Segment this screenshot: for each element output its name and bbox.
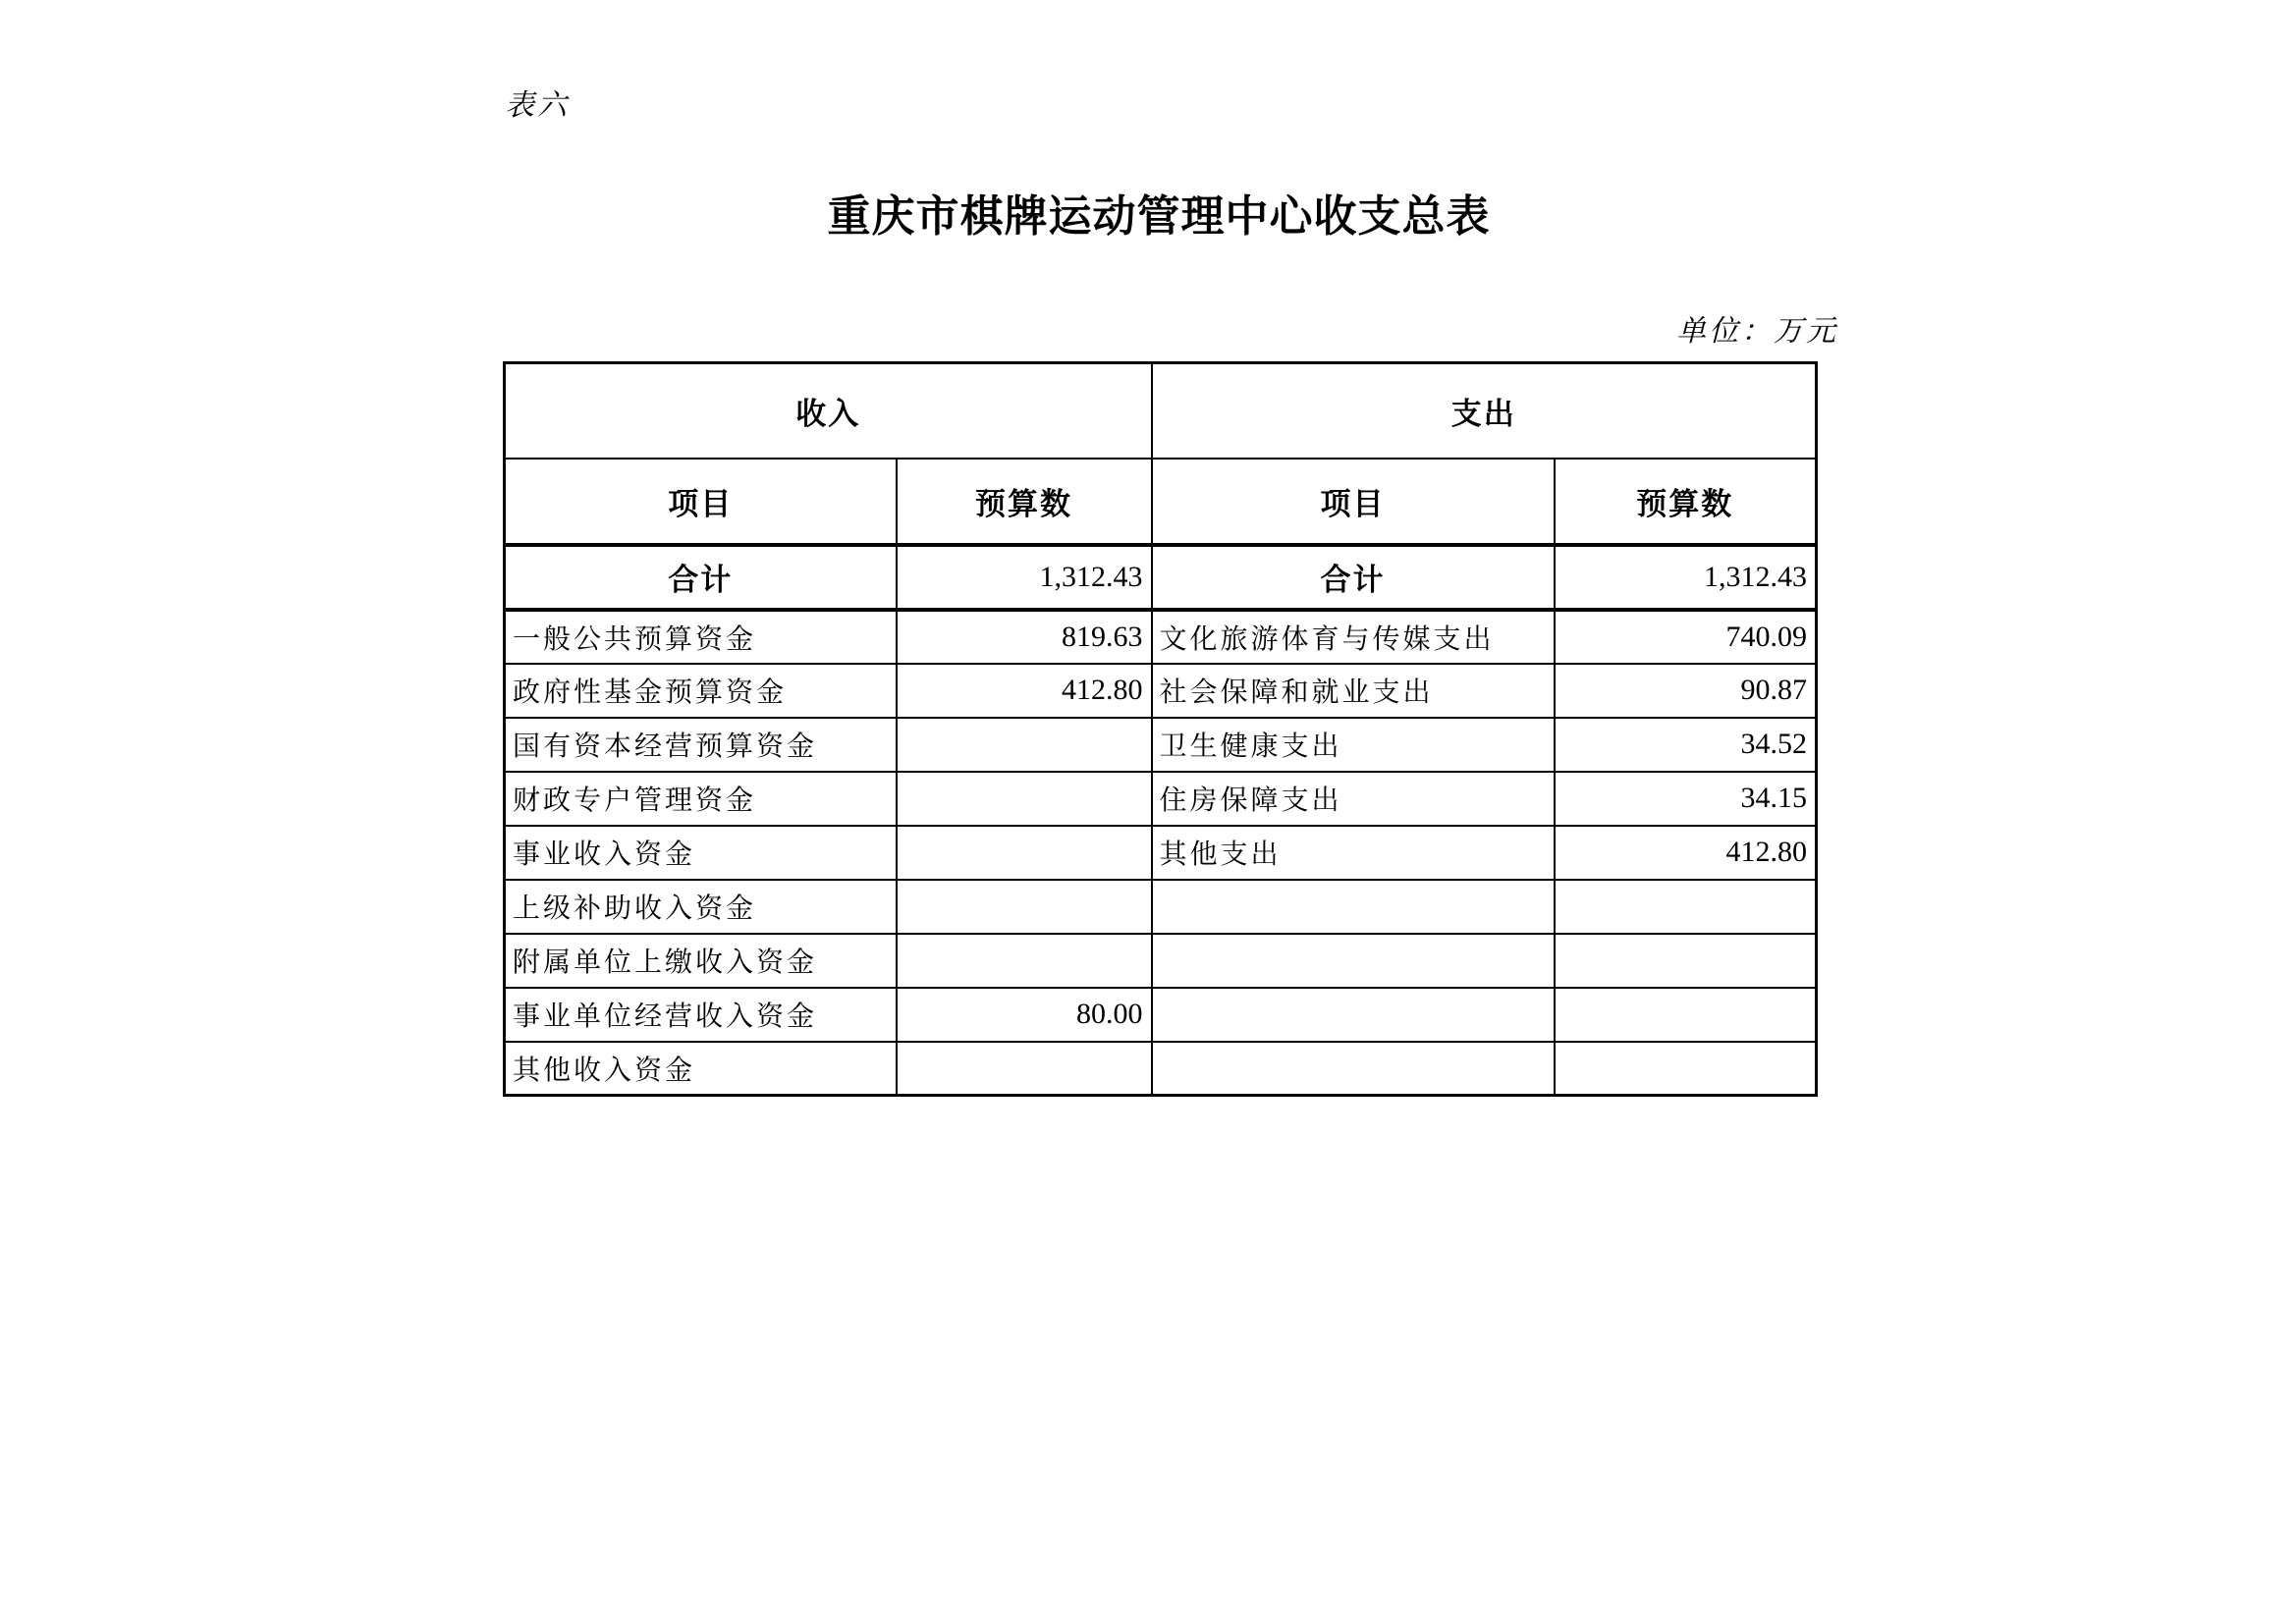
income-value-cell: 80.00 bbox=[897, 988, 1152, 1042]
expense-item-cell bbox=[1152, 934, 1555, 988]
table-row bbox=[505, 718, 1817, 772]
expense-value-cell: 740.09 bbox=[1555, 610, 1817, 664]
income-value-cell: 412.80 bbox=[897, 664, 1152, 718]
expense-item-cell: 其他支出 bbox=[1152, 826, 1555, 880]
table-row bbox=[505, 880, 1817, 934]
expense-item-cell bbox=[1152, 988, 1555, 1042]
table-row bbox=[505, 1042, 1817, 1096]
unit-note: 单位：万元 bbox=[1676, 315, 1838, 348]
income-item-cell: 国有资本经营预算资金 bbox=[505, 718, 897, 772]
income-value-cell bbox=[897, 934, 1152, 988]
expense-item-cell bbox=[1152, 880, 1555, 934]
table-number-label: 表六 bbox=[505, 89, 570, 122]
income-item-cell: 附属单位上缴收入资金 bbox=[505, 934, 897, 988]
income-item-cell: 事业收入资金 bbox=[505, 826, 897, 880]
income-item-cell: 上级补助收入资金 bbox=[505, 880, 897, 934]
income-item-cell: 事业单位经营收入资金 bbox=[505, 988, 897, 1042]
expense-item-cell: 卫生健康支出 bbox=[1152, 718, 1555, 772]
table-row bbox=[505, 610, 1817, 664]
income-section-header: 收入 bbox=[505, 363, 1152, 459]
table-row bbox=[505, 826, 1817, 880]
expense-item-cell: 社会保障和就业支出 bbox=[1152, 664, 1555, 718]
section-header-row bbox=[505, 363, 1817, 459]
expense-value-cell: 34.15 bbox=[1555, 772, 1817, 826]
income-item-column-header: 项目 bbox=[505, 459, 897, 545]
expense-item-cell: 文化旅游体育与传媒支出 bbox=[1152, 610, 1555, 664]
income-value-cell bbox=[897, 826, 1152, 880]
income-total-value: 1,312.43 bbox=[897, 545, 1152, 610]
income-value-cell bbox=[897, 772, 1152, 826]
table-row bbox=[505, 934, 1817, 988]
expense-value-cell bbox=[1555, 880, 1817, 934]
income-expense-summary-table bbox=[503, 361, 1818, 1097]
expense-section-header: 支出 bbox=[1152, 363, 1817, 459]
expense-item-cell bbox=[1152, 1042, 1555, 1096]
expense-value-cell bbox=[1555, 1042, 1817, 1096]
expense-total-label: 合计 bbox=[1152, 545, 1555, 610]
expense-value-cell bbox=[1555, 988, 1817, 1042]
income-value-cell bbox=[897, 880, 1152, 934]
expense-value-cell: 90.87 bbox=[1555, 664, 1817, 718]
table-row bbox=[505, 988, 1817, 1042]
page-title: 重庆市棋牌运动管理中心收支总表 bbox=[827, 192, 1491, 241]
expense-total-value: 1,312.43 bbox=[1555, 545, 1817, 610]
income-item-cell: 其他收入资金 bbox=[505, 1042, 897, 1096]
income-budget-column-header: 预算数 bbox=[897, 459, 1152, 545]
table-row bbox=[505, 772, 1817, 826]
table-row bbox=[505, 664, 1817, 718]
income-item-cell: 一般公共预算资金 bbox=[505, 610, 897, 664]
income-item-cell: 财政专户管理资金 bbox=[505, 772, 897, 826]
expense-value-cell: 34.52 bbox=[1555, 718, 1817, 772]
income-total-label: 合计 bbox=[505, 545, 897, 610]
expense-item-column-header: 项目 bbox=[1152, 459, 1555, 545]
income-item-cell: 政府性基金预算资金 bbox=[505, 664, 897, 718]
expense-value-cell bbox=[1555, 934, 1817, 988]
column-header-row bbox=[505, 459, 1817, 545]
expense-item-cell: 住房保障支出 bbox=[1152, 772, 1555, 826]
expense-budget-column-header: 预算数 bbox=[1555, 459, 1817, 545]
income-value-cell bbox=[897, 718, 1152, 772]
income-value-cell bbox=[897, 1042, 1152, 1096]
income-value-cell: 819.63 bbox=[897, 610, 1152, 664]
total-row bbox=[505, 545, 1817, 610]
expense-value-cell: 412.80 bbox=[1555, 826, 1817, 880]
